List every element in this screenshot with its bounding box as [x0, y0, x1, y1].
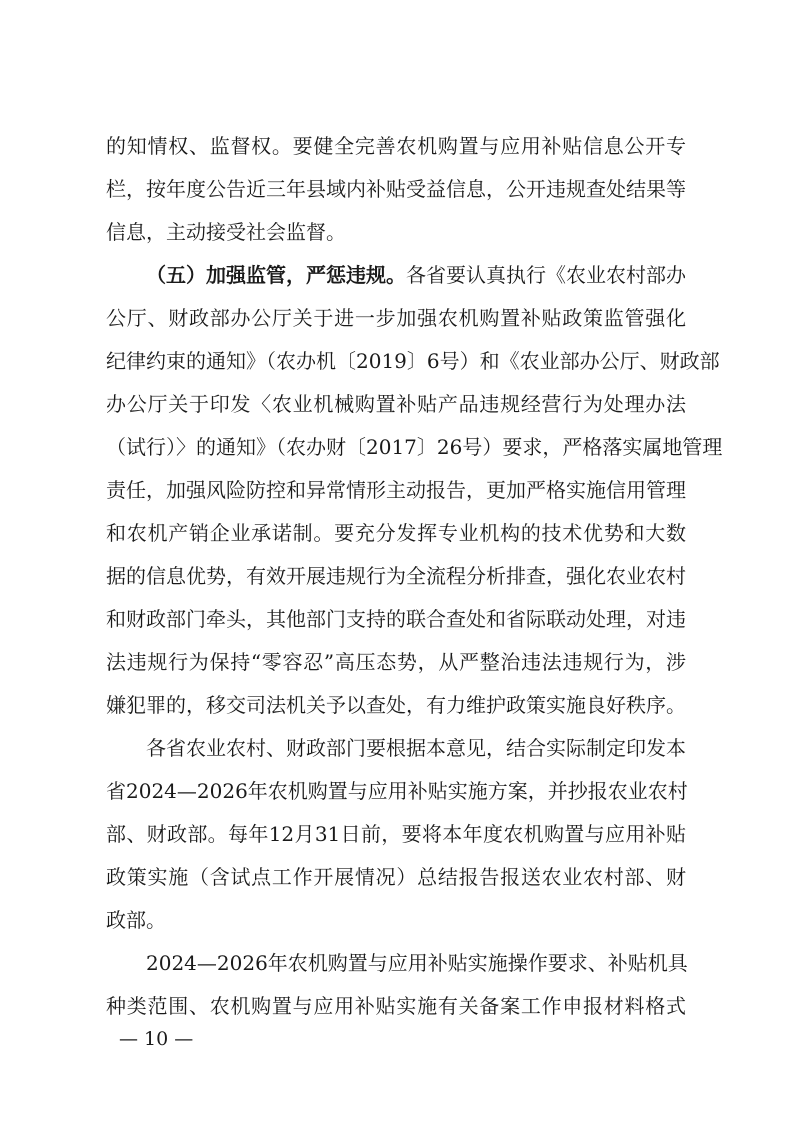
section-five-first-line — [146, 262, 686, 288]
paragraph-line: 纪律约束的通知》（农办机〔2019〕6号）和《农业部办公厅、财政部 — [106, 349, 720, 373]
paragraph-line: 的知情权、监督权。要健全完善农机购置与应用补贴信息公开专 — [106, 134, 686, 158]
paragraph-line: 法违规行为保持“零容忍”高压态势，从严整治违法违规行为，涉 — [106, 650, 686, 674]
paragraph-line: 种类范围、农机购置与应用补贴实施有关备案工作申报材料格式 — [106, 994, 686, 1018]
paragraph-line: 公厅、财政部办公厅关于进一步加强农机购置补贴政策监管强化 — [106, 306, 686, 330]
paragraph-line: 责任，加强风险防控和异常情形主动报告，更加严格实施信用管理 — [106, 478, 686, 502]
paragraph-line: 办公厅关于印发〈农业机械购置补贴产品违规经营行为处理办法 — [106, 392, 686, 416]
paragraph-line: 部、财政部。每年12月31日前，要将本年度农机购置与应用补贴 — [106, 822, 686, 846]
paragraph-line: 各省农业农村、财政部门要根据本意见，结合实际制定印发本 — [146, 736, 686, 760]
paragraph-line: 和农机产销企业承诺制。要充分发挥专业机构的技术优势和大数 — [106, 521, 686, 545]
paragraph-line: 政策实施（含试点工作开展情况）总结报告报送农业农村部、财 — [106, 865, 686, 889]
paragraph-line: 栏，按年度公告近三年县域内补贴受益信息，公开违规查处结果等 — [106, 177, 686, 201]
paragraph-line: 政部。 — [106, 908, 166, 932]
page-number: — 10 — — [119, 1028, 194, 1050]
paragraph-line: 2024—2026年农机购置与应用补贴实施操作要求、补贴机具 — [146, 951, 688, 975]
section-five-heading: （五）加强监管，严惩违规。 — [146, 263, 406, 287]
paragraph-line: 嫌犯罪的，移交司法机关予以查处，有力维护政策实施良好秩序。 — [106, 693, 686, 717]
paragraph-line: 信息，主动接受社会监督。 — [106, 220, 346, 244]
paragraph-line: 和财政部门牵头，其他部门支持的联合查处和省际联动处理，对违 — [106, 607, 686, 631]
paragraph-line: （试行）〉的通知》（农办财〔2017〕26号）要求，严格落实属地管理 — [106, 435, 723, 459]
paragraph-line: 省2024—2026年农机购置与应用补贴实施方案，并抄报农业农村 — [106, 779, 688, 803]
paragraph-line: 据的信息优势，有效开展违规行为全流程分析排查，强化农业农村 — [106, 564, 686, 588]
section-five-text: 各省要认真执行《农业农村部办 — [406, 263, 686, 287]
